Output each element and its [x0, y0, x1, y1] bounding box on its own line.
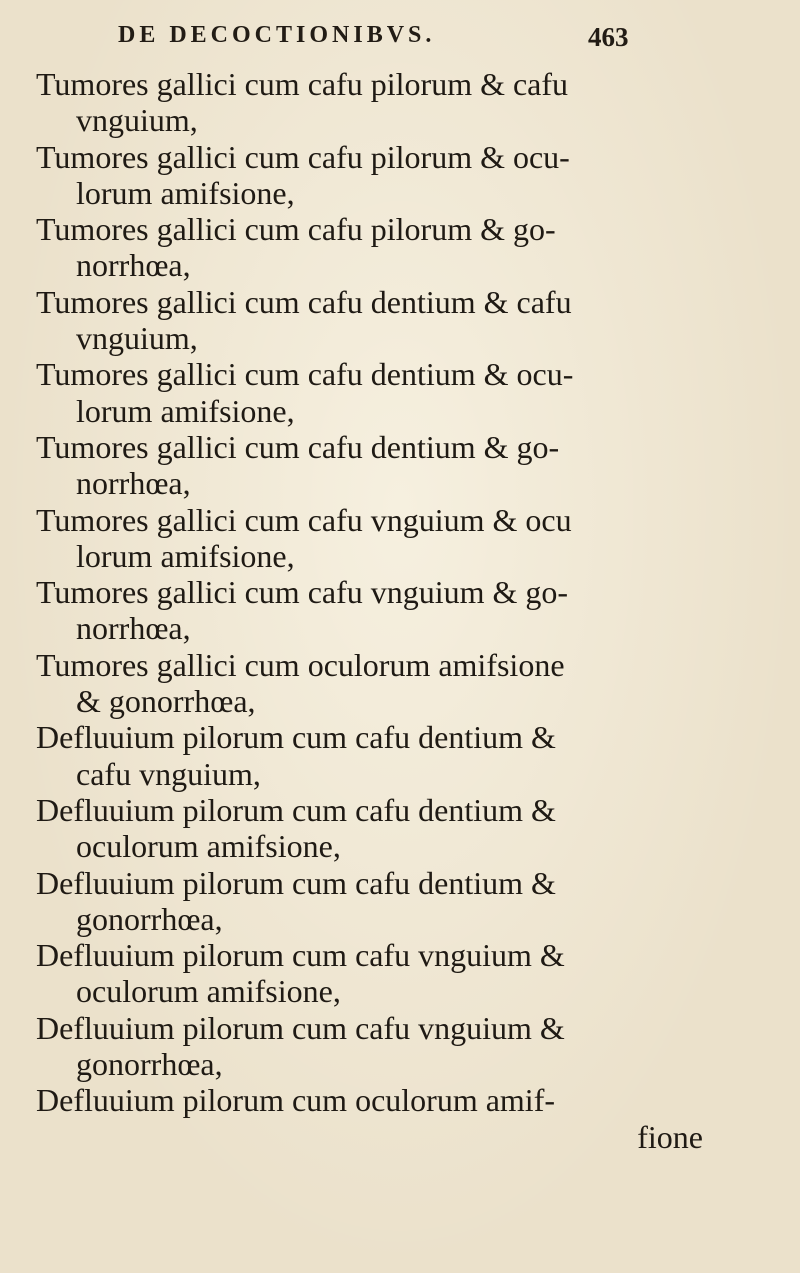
text-line: Defluuium pilorum cum cafu vnguium &: [36, 1009, 565, 1046]
text-line: Defluuium pilorum cum cafu dentium &: [36, 864, 556, 901]
text-line: lorum amifsione,: [76, 392, 295, 429]
text-line: gonorrhœa,: [76, 1046, 223, 1083]
body-text: [36, 66, 736, 1155]
page-number: 463: [588, 22, 629, 52]
text-line: Defluuium pilorum cum cafu vnguium &: [36, 937, 565, 974]
text-line: norrhœa,: [76, 465, 191, 502]
text-line: cafu vnguium,: [76, 755, 261, 792]
text-line: & gonorrhœa,: [76, 683, 256, 720]
text-line: Tumores gallici cum cafu dentium & ocu-: [36, 356, 574, 393]
text-line: Tumores gallici cum cafu pilorum & cafu: [36, 66, 569, 102]
text-line: norrhœa,: [76, 610, 191, 647]
text-line: oculorum amifsione,: [76, 973, 341, 1010]
text-line: norrhœa,: [76, 247, 191, 284]
text-line: Tumores gallici cum cafu pilorum & go-: [36, 211, 556, 248]
text-line: Defluuium pilorum cum oculorum amif-: [36, 1082, 555, 1119]
running-head: DE DECOCTIONIBVS.: [118, 22, 436, 48]
text-line: gonorrhœa,: [76, 900, 223, 937]
text-line: vnguium,: [76, 320, 198, 357]
text-line: fione: [637, 1118, 703, 1155]
text-line: Tumores gallici cum oculorum amifsione: [36, 646, 565, 683]
text-line: lorum amifsione,: [76, 174, 295, 211]
text-line: Tumores gallici cum cafu pilorum & ocu-: [36, 138, 570, 175]
text-line: oculorum amifsione,: [76, 828, 341, 865]
text-line: Defluuium pilorum cum cafu dentium &: [36, 719, 556, 756]
text-line: Defluuium pilorum cum cafu dentium &: [36, 791, 556, 828]
text-line: vnguium,: [76, 102, 198, 139]
text-line: Tumores gallici cum cafu vnguium & go-: [36, 574, 569, 611]
text-line: lorum amifsione,: [76, 537, 295, 574]
text-line: Tumores gallici cum cafu dentium & cafu: [36, 283, 572, 320]
text-line: Tumores gallici cum cafu dentium & go-: [36, 428, 560, 465]
text-line: Tumores gallici cum cafu vnguium & ocu: [36, 501, 572, 538]
